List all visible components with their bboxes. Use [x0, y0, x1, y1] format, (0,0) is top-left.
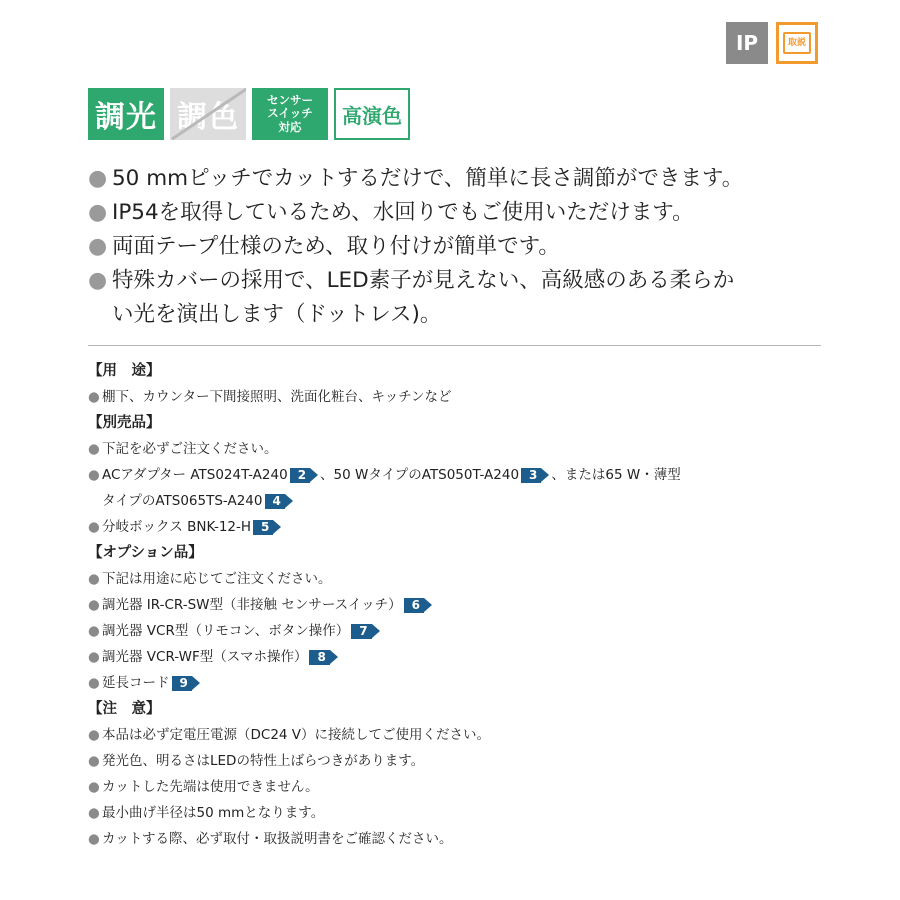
bullet-item: ● 両面テープ仕様のため、取り付けが簡単です。: [88, 230, 838, 264]
feature-icons: [88, 88, 410, 140]
caution-heading: 【注 意】: [88, 701, 161, 717]
top-badges: [726, 22, 818, 64]
parts-ac-line: ● ACアダプター ATS024T-A240 2 、50 WタイプのATS050T-A240 3 、または65 W・薄型: [88, 462, 828, 488]
bullet-item: ● IP54を取得しているため、水回りでもご使用いただけます。: [88, 196, 838, 230]
parts-heading: 【別売品】: [88, 415, 161, 431]
bullet-dot-icon: ●: [88, 753, 100, 769]
sensor-line-3: 対応: [278, 119, 302, 134]
bullet-dot-icon: ●: [88, 831, 100, 847]
bullet-dot-icon: ●: [88, 234, 108, 259]
dimming-icon: 調光: [88, 88, 164, 140]
caution-line: ● カットした先端は使用できません。: [88, 774, 828, 800]
page-ref-tag-2[interactable]: 2: [290, 468, 310, 483]
high-cri-icon: 高演色: [334, 88, 410, 140]
bullet-dot-icon: ●: [88, 519, 100, 535]
option-note: ● 下記は用途に応じてご注文ください。: [88, 566, 828, 592]
parts-note: ● 下記を必ずご注文ください。: [88, 436, 828, 462]
page-ref-tag-3[interactable]: 3: [521, 468, 541, 483]
option-line: ● 調光器 IR-CR-SW型（非接触 センサースイッチ） 6: [88, 592, 828, 618]
feature-bullets: [88, 162, 838, 332]
parts-ac-line-cont: タイプのATS065TS-A240 4: [88, 488, 828, 514]
bullet-item: ● 特殊カバーの採用で、LED素子が見えない、高級感のある柔らか: [88, 264, 838, 298]
divider: [88, 345, 821, 346]
caution-line: ● 発光色、明るさはLEDの特性上ばらつきがあります。: [88, 748, 828, 774]
details: [88, 358, 828, 852]
sensor-switch-icon: [252, 88, 328, 140]
sensor-line-1: センサー: [267, 93, 313, 108]
page-ref-tag-4[interactable]: 4: [265, 494, 285, 509]
manual-badge: [776, 22, 818, 64]
page-ref-tag-7[interactable]: 7: [351, 624, 371, 639]
bullet-dot-icon: ●: [88, 166, 108, 191]
option-line: ● 調光器 VCR型（リモコン、ボタン操作） 7: [88, 618, 828, 644]
bullet-item: ● 50 mmピッチでカットするだけで、簡単に長さ調節ができます。: [88, 162, 838, 196]
caution-line: ● 本品は必ず定電圧電源（DC24 V）に接続してご使用ください。: [88, 722, 828, 748]
bullet-dot-icon: ●: [88, 675, 100, 691]
page-ref-tag-9[interactable]: 9: [172, 676, 192, 691]
bullet-dot-icon: ●: [88, 597, 100, 613]
bullet-dot-icon: ●: [88, 779, 100, 795]
bullet-dot-icon: ●: [88, 389, 100, 405]
caution-line: ● カットする際、必ず取付・取扱説明書をご確認ください。: [88, 826, 828, 852]
bullet-dot-icon: ●: [88, 727, 100, 743]
page-ref-tag-5[interactable]: 5: [253, 520, 273, 535]
bullet-dot-icon: ●: [88, 571, 100, 587]
option-heading: 【オプション品】: [88, 545, 203, 561]
caution-line: ● 最小曲げ半径は50 mmとなります。: [88, 800, 828, 826]
bullet-dot-icon: ●: [88, 441, 100, 457]
color-tuning-icon: [170, 88, 246, 140]
manual-label: 取説: [787, 37, 806, 48]
bullet-dot-icon: ●: [88, 623, 100, 639]
page-ref-tag-6[interactable]: 6: [404, 598, 424, 613]
color-tuning-label: 調色: [177, 100, 239, 135]
bullet-dot-icon: ●: [88, 805, 100, 821]
sensor-line-2: スイッチ: [267, 106, 313, 121]
parts-branch-line: ● 分岐ボックス BNK-12-H 5: [88, 514, 828, 540]
bullet-dot-icon: ●: [88, 268, 108, 293]
bullet-item-continued: い光を演出します（ドットレス)。: [112, 302, 442, 327]
option-line: ● 調光器 VCR-WF型（スマホ操作） 8: [88, 644, 828, 670]
bullet-dot-icon: ●: [88, 200, 108, 225]
ip-badge: IP: [726, 22, 768, 64]
use-line: ● 棚下、カウンター下間接照明、洗面化粧台、キッチンなど: [88, 384, 828, 410]
bullet-dot-icon: ●: [88, 649, 100, 665]
bullet-dot-icon: ●: [88, 467, 100, 483]
option-line: ● 延長コード 9: [88, 670, 828, 696]
page-ref-tag-8[interactable]: 8: [309, 650, 329, 665]
book-icon: [783, 32, 811, 54]
use-heading: 【用 途】: [88, 363, 161, 379]
